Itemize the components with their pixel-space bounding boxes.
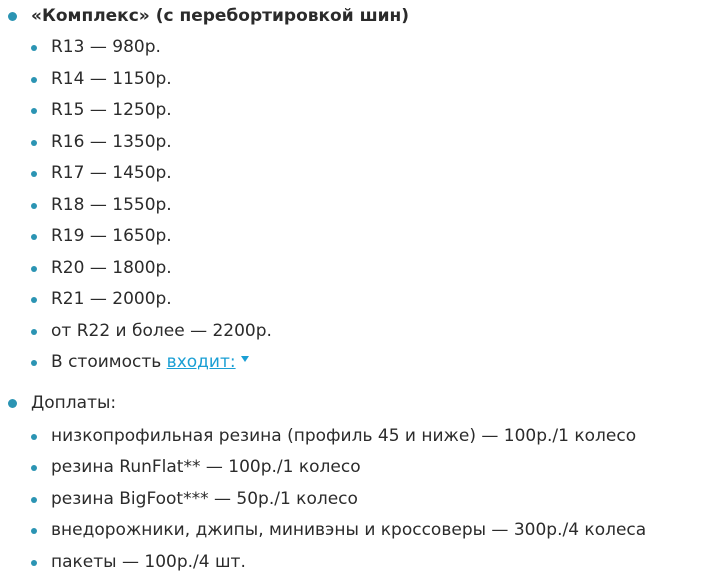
bullet-icon <box>31 140 37 146</box>
surcharge-text: низкопрофильная резина (профиль 45 и ниже) — 100р./1 колесо <box>51 426 637 446</box>
bullet-icon <box>31 171 37 177</box>
bullet-icon <box>31 297 37 303</box>
surcharge-text: пакеты — 100р./4 шт. <box>51 552 246 572</box>
bullet-icon <box>31 203 37 209</box>
bullet-icon <box>31 234 37 240</box>
bullet-icon <box>8 12 17 21</box>
price-text: R19 — 1650р. <box>51 226 172 246</box>
caret-down-icon[interactable] <box>241 356 249 362</box>
price-text: R13 — 980р. <box>51 37 161 57</box>
price-text: R15 — 1250р. <box>51 100 172 120</box>
bullet-icon <box>31 360 37 366</box>
includes-text <box>51 349 249 375</box>
price-text: R18 — 1550р. <box>51 195 172 215</box>
price-text: R21 — 2000р. <box>51 289 172 309</box>
price-text: R20 — 1800р. <box>51 258 172 278</box>
bullet-icon <box>8 399 17 408</box>
includes-prefix: В стоимость <box>51 352 167 372</box>
bullet-icon <box>31 528 37 534</box>
bullet-icon <box>31 45 37 51</box>
bullet-icon <box>31 465 37 471</box>
bullet-icon <box>31 329 37 335</box>
bullet-icon <box>31 560 37 566</box>
price-text: от R22 и более — 2200р. <box>51 321 272 341</box>
surcharge-text: резина BigFoot*** — 50р./1 колесо <box>51 489 358 509</box>
bullet-icon <box>31 77 37 83</box>
section-title: Доплаты: <box>31 393 117 413</box>
bullet-icon <box>31 434 37 440</box>
bullet-icon <box>31 266 37 272</box>
bullet-icon <box>31 497 37 503</box>
price-text: R16 — 1350р. <box>51 132 172 152</box>
surcharge-text: резина RunFlat** — 100р./1 колесо <box>51 457 361 477</box>
includes-link[interactable]: входит: <box>166 352 236 372</box>
surcharge-text: внедорожники, джипы, минивэны и кроссоверы — 300р./4 колеса <box>51 520 647 540</box>
section-title: «Комплекс» (с перебортировкой шин) <box>31 6 410 26</box>
price-text: R17 — 1450р. <box>51 163 172 183</box>
price-text: R14 — 1150р. <box>51 69 172 89</box>
bullet-icon <box>31 108 37 114</box>
